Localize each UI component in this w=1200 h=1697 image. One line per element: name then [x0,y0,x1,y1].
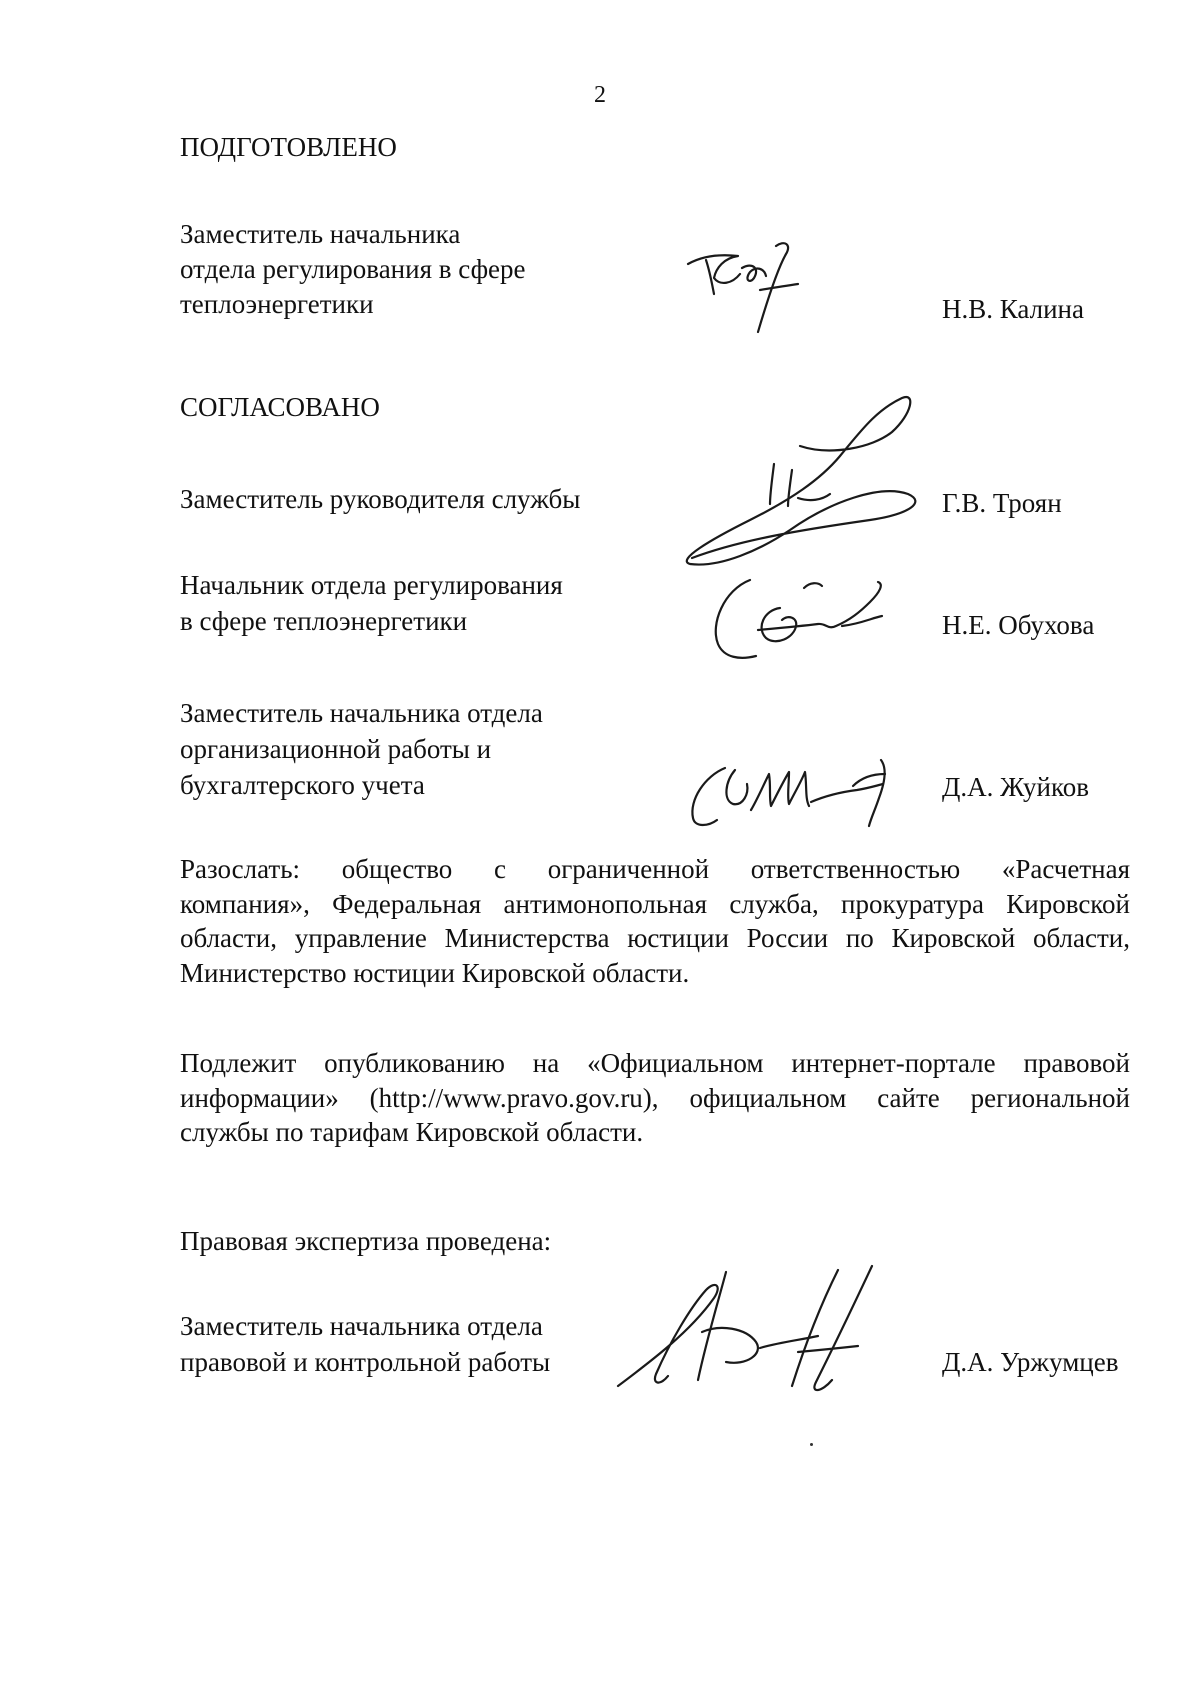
legal-review-signer-name: Д.А. Уржумцев [942,1347,1119,1377]
publication-paragraph [180,1046,1130,1150]
prepared-position-line-1: Заместитель начальника [180,219,461,249]
distribution-line-3: области, управление Министерства юстиции России по Кировской области, [180,923,1130,953]
signature-obukhova [710,568,900,673]
publication-line-3: службы по тарифам Кировской области. [180,1117,644,1147]
legal-review-heading: Правовая экспертиза проведена: [180,1226,552,1256]
stray-dot [810,1443,813,1446]
signature-troyan [680,390,930,585]
publication-line-1: Подлежит опубликованию на «Официальном интернет-портале правовой [180,1048,1130,1078]
prepared-position-line-3: теплоэнергетики [180,289,374,319]
agreed-signer-2-name: Н.Е. Обухова [942,610,1095,640]
agreed-heading: СОГЛАСОВАНО [180,392,380,422]
signature-zhuykov [685,740,915,845]
agreed-signer-2-position-line-1: Начальник отдела регулирования [180,570,563,600]
agreed-signer-2-position-line-2: в сфере теплоэнергетики [180,606,468,636]
prepared-signer-name: Н.В. Калина [942,294,1084,324]
agreed-signer-3-position-line-1: Заместитель начальника отдела [180,698,543,728]
prepared-heading: ПОДГОТОВЛЕНО [180,132,397,162]
agreed-signer-1-position-line-1: Заместитель руководителя службы [180,484,581,514]
agreed-signer-3-position-line-3: бухгалтерского учета [180,770,425,800]
distribution-line-1: Разослать: общество с ограниченной ответственностью «Расчетная [180,854,1130,884]
page-number: 2 [594,82,606,108]
prepared-position-line-2: отдела регулирования в сфере [180,254,526,284]
distribution-line-4: Министерство юстиции Кировской области. [180,957,690,988]
signature-urzhumtsev [610,1262,910,1417]
publication-line-2: информации» (http://www.pravo.gov.ru), официальном сайте региональной [180,1082,1130,1113]
signature-kalina [680,238,830,353]
agreed-signer-3-position-line-2: организационной работы и [180,734,492,764]
distribution-line-2: компания», Федеральная антимонопольная служба, прокуратура Кировской [180,888,1130,919]
agreed-signer-3-name: Д.А. Жуйков [942,772,1089,802]
agreed-signer-1-name: Г.В. Троян [942,488,1062,518]
legal-review-position-line-1: Заместитель начальника отдела [180,1311,543,1341]
legal-review-position-line-2: правовой и контрольной работы [180,1347,551,1377]
distribution-paragraph [180,852,1130,990]
